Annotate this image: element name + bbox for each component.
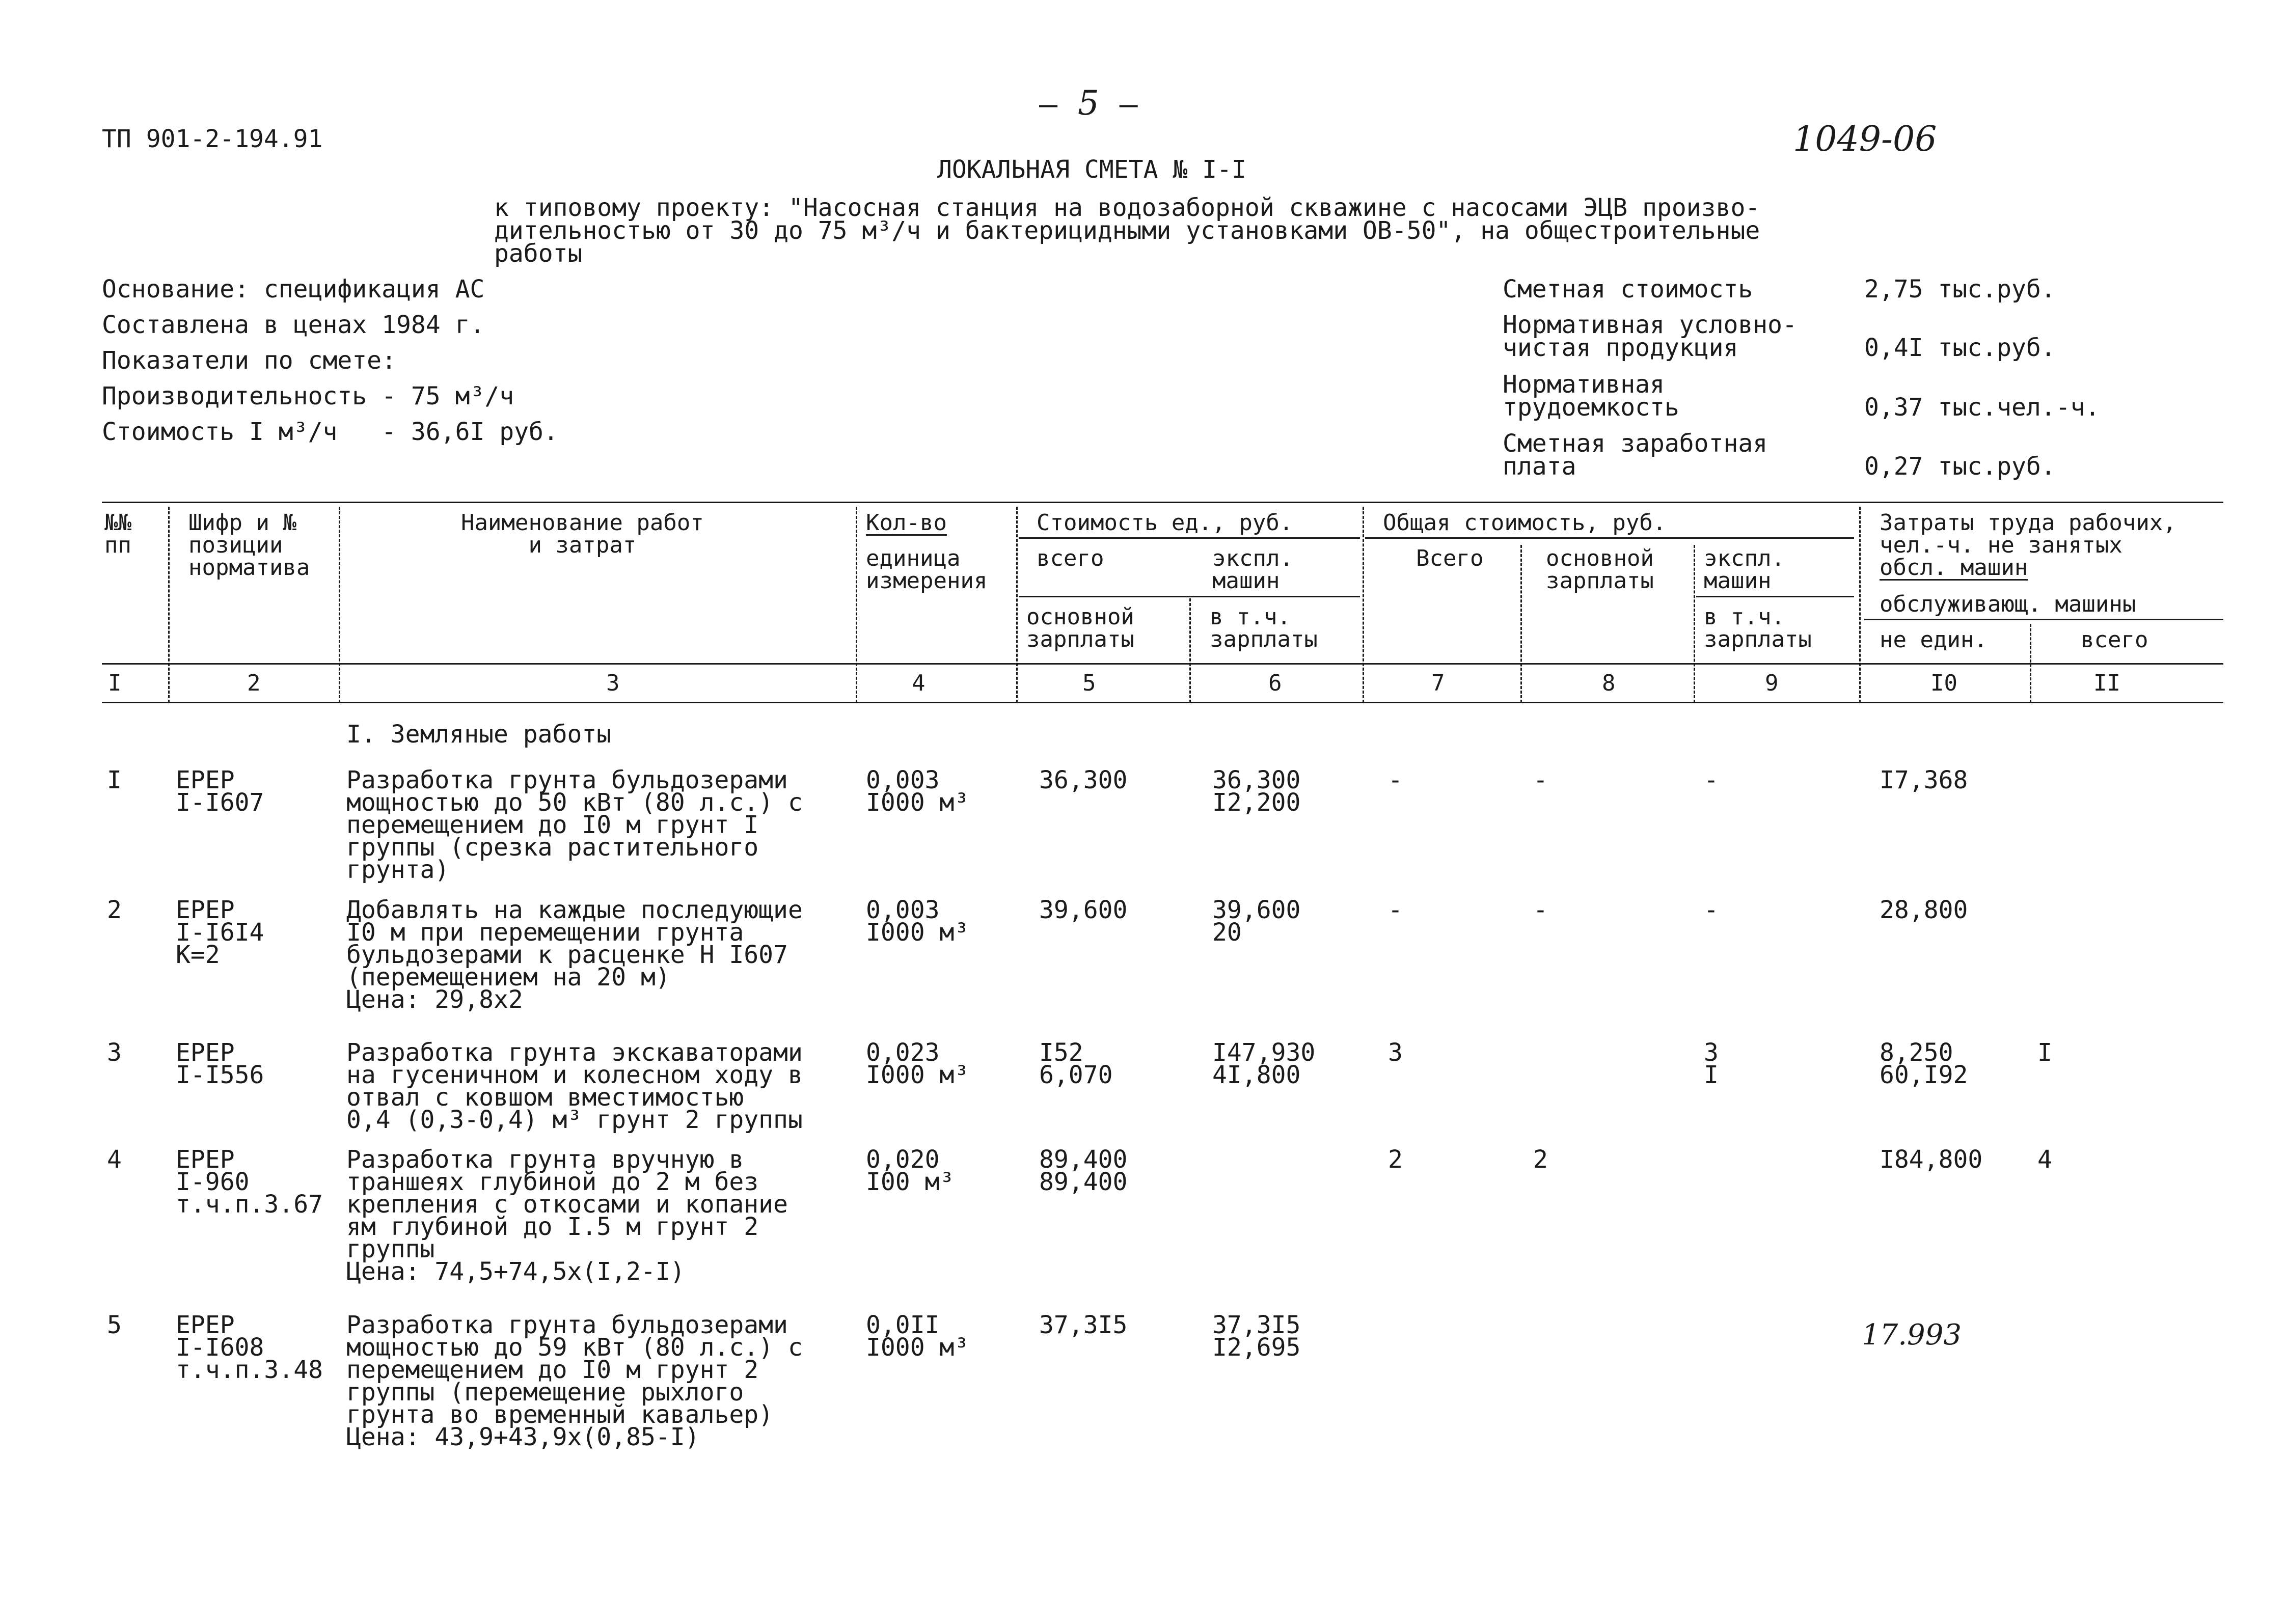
row-work-name: Разработка грунта вручную в траншеях глубиной до 2 м без крепления с откосами и копание ям глубиной до I.5 м грунт 2 группы Цена: 74,5+74,5x(I,2-I) bbox=[346, 1145, 788, 1286]
col-sep-9 bbox=[1859, 507, 1861, 703]
header-unit-cost: Стоимость ед., руб. bbox=[1037, 510, 1293, 536]
col-sep-7 bbox=[1520, 545, 1522, 703]
subtitle-line-2: дительностью от 30 до 75 м³/ч и бактерицидными установками ОВ-50", на общестроительные bbox=[494, 216, 1760, 245]
header-code: Шифр и № позиции норматива bbox=[188, 510, 310, 581]
total-cost-underline bbox=[1365, 537, 1854, 539]
column-number: I bbox=[108, 670, 122, 696]
row-total-all: 2 bbox=[1388, 1145, 1403, 1174]
summary-labor-label-2: трудоемкость bbox=[1503, 393, 1679, 422]
header-total-machines: экспл. машин bbox=[1704, 545, 1785, 594]
column-number: II bbox=[2093, 670, 2120, 696]
row-unit-machines: 37,3I5 I2,695 bbox=[1212, 1311, 1301, 1362]
header-unit-machine-wage: в т.ч. зарплаты bbox=[1210, 604, 1318, 652]
row-unit-total: I52 6,070 bbox=[1039, 1038, 1113, 1089]
column-number: 3 bbox=[606, 670, 620, 696]
header-row-number: №№ пп bbox=[104, 510, 131, 558]
row-total-machines: - bbox=[1704, 766, 1719, 794]
row-code: ЕРЕР I-I608 т.ч.п.3.48 bbox=[176, 1311, 323, 1384]
document-code: ТП 901-2-194.91 bbox=[102, 125, 323, 153]
subtitle-line-1: к типовому проекту: "Насосная станция на водозаборной скважине с насосами ЭЦВ произво- bbox=[494, 194, 1760, 222]
indicators-line: Показатели по смете: bbox=[102, 346, 396, 375]
summary-wage-value: 0,27 тыс.руб. bbox=[1864, 452, 2056, 481]
row-code: ЕРЕР I-I607 bbox=[176, 766, 264, 817]
header-total-cost: Общая стоимость, руб. bbox=[1383, 510, 1667, 536]
row-work-name: Разработка грунта экскаваторами на гусеничном и колесном ходу в отвал с ковшом вместимостью 0,4 (0,3-0,4) м³ грунт 2 группы bbox=[346, 1038, 803, 1134]
header-quantity: Кол-во bbox=[866, 510, 947, 536]
summary-product-label-1: Нормативная условно- bbox=[1503, 311, 1797, 339]
row-quantity: 0,020 I00 м³ bbox=[866, 1145, 955, 1196]
row-number: I bbox=[107, 766, 122, 794]
col-sep-1 bbox=[168, 507, 170, 703]
col-sep-10 bbox=[2030, 624, 2031, 703]
column-number: 6 bbox=[1268, 670, 1282, 696]
summary-labor-value: 0,37 тыс.чел.-ч. bbox=[1864, 393, 2100, 422]
section-title: I. Земляные работы bbox=[346, 720, 612, 749]
column-number: 2 bbox=[247, 670, 261, 696]
capacity-line: Производительность - 75 м³/ч bbox=[102, 382, 514, 410]
row-total-machines: - bbox=[1704, 896, 1719, 924]
row-unit-total: 39,600 bbox=[1039, 896, 1128, 924]
row-code: ЕРЕР I-960 т.ч.п.3.67 bbox=[176, 1145, 323, 1219]
row-total-all: - bbox=[1388, 896, 1403, 924]
row-number: 4 bbox=[107, 1145, 122, 1174]
header-unit-total: всего bbox=[1037, 545, 1104, 571]
column-number: 9 bbox=[1765, 670, 1779, 696]
column-number: 5 bbox=[1082, 670, 1096, 696]
column-number: I0 bbox=[1930, 670, 1957, 696]
row-work-name: Добавлять на каждые последующие I0 м при перемещении грунта бульдозерами к расценке Н I607 (перемещением на 20 м) Цена: 29,8x2 bbox=[346, 896, 803, 1014]
page-number: — 5 — bbox=[1039, 84, 1138, 123]
unit-cost-line: Стоимость I м³/ч - 36,6I руб. bbox=[102, 418, 558, 446]
summary-wage-label-1: Сметная заработная bbox=[1503, 429, 1768, 458]
header-unit-machines: экспл. машин bbox=[1212, 545, 1293, 594]
row-labor-total: 4 bbox=[2037, 1145, 2052, 1174]
row-total-wage: 2 bbox=[1533, 1145, 1548, 1174]
row-quantity: 0,003 I000 м³ bbox=[866, 766, 969, 817]
col-sep-5 bbox=[1189, 598, 1191, 703]
header-unit: единица измерения bbox=[866, 545, 988, 594]
price-year-line: Составлена в ценах 1984 г. bbox=[102, 311, 485, 339]
col-sep-3 bbox=[856, 507, 857, 703]
header-labor-total: всего bbox=[2081, 627, 2148, 653]
col-sep-4 bbox=[1016, 507, 1018, 703]
col-sep-8 bbox=[1694, 545, 1695, 703]
col-sep-2 bbox=[339, 507, 340, 703]
unit-cost-underline bbox=[1019, 537, 1360, 539]
row-work-name: Разработка грунта бульдозерами мощностью до 59 кВт (80 л.с.) с перемещением до I0 м грунт 2 группы (перемещение рыхлого грунта во временный кавальер) Цена: 43,9+43,9x(0,85-I) bbox=[346, 1311, 803, 1451]
header-unit-wage: основной зарплаты bbox=[1026, 604, 1134, 652]
header-labor-sub: обсл. машин bbox=[1880, 555, 2028, 581]
summary-labor-label-1: Нормативная bbox=[1503, 370, 1665, 399]
row-labor-total: I bbox=[2037, 1038, 2052, 1067]
summary-wage-label-2: плата bbox=[1503, 452, 1576, 481]
row-code: ЕРЕР I-I556 bbox=[176, 1038, 264, 1089]
header-total-wage: основной зарплаты bbox=[1546, 545, 1654, 594]
column-number: 8 bbox=[1602, 670, 1616, 696]
labor-mid-rule bbox=[1864, 619, 2223, 620]
summary-product-label-2: чистая продукция bbox=[1503, 334, 1738, 362]
row-code: ЕРЕР I-I6I4 К=2 bbox=[176, 896, 264, 969]
header-bottom-rule bbox=[102, 663, 2223, 665]
column-number: 4 bbox=[912, 670, 926, 696]
row-number: 3 bbox=[107, 1038, 122, 1067]
handwritten-reference: 1049-06 bbox=[1793, 119, 1937, 159]
row-total-machines: 3 I bbox=[1704, 1038, 1719, 1089]
row-labor-unit: 28,800 bbox=[1880, 896, 1968, 924]
header-total-all: Всего bbox=[1416, 545, 1484, 571]
header-labor-sub2: обслуживающ. машины bbox=[1880, 591, 2136, 617]
column-number-rule bbox=[102, 702, 2223, 703]
row-number: 5 bbox=[107, 1311, 122, 1339]
col-sep-6 bbox=[1363, 507, 1364, 703]
row-labor-unit: 8,250 60,I92 bbox=[1880, 1038, 1968, 1089]
table-top-rule bbox=[102, 502, 2223, 503]
summary-cost-label: Сметная стоимость bbox=[1503, 275, 1753, 304]
row-unit-total: 36,300 bbox=[1039, 766, 1128, 794]
column-number: 7 bbox=[1431, 670, 1445, 696]
header-total-machine-wage: в т.ч. зарплаты bbox=[1704, 604, 1812, 652]
row-quantity: 0,023 I000 м³ bbox=[866, 1038, 969, 1089]
row-unit-machines: 39,600 20 bbox=[1212, 896, 1301, 947]
header-labor-per-unit: не един. bbox=[1880, 627, 1988, 653]
subtitle-line-3: работы bbox=[494, 239, 583, 268]
header-work-name: Наименование работ и затрат bbox=[461, 510, 704, 558]
row-number: 2 bbox=[107, 896, 122, 924]
row-total-all: - bbox=[1388, 766, 1403, 794]
row-quantity: 0,0II I000 м³ bbox=[866, 1311, 969, 1362]
header-labor: Затраты труда рабочих, чел.-ч. не занятых bbox=[1880, 510, 2176, 558]
row-labor-unit: I84,800 bbox=[1880, 1145, 1983, 1174]
row-total-wage: - bbox=[1533, 896, 1548, 924]
row-unit-machines: 36,300 I2,200 bbox=[1212, 766, 1301, 817]
row-labor-unit: I7,368 bbox=[1880, 766, 1968, 794]
row-total-wage: - bbox=[1533, 766, 1548, 794]
row-unit-machines: I47,930 4I,800 bbox=[1212, 1038, 1316, 1089]
basis-line: Основание: спецификация АС bbox=[102, 275, 485, 304]
total-mach-mid-rule bbox=[1696, 596, 1854, 597]
summary-cost-value: 2,75 тыс.руб. bbox=[1864, 275, 2056, 304]
row-work-name: Разработка грунта бульдозерами мощностью до 50 кВт (80 л.с.) с перемещением до I0 м грунт I группы (срезка растительного грунта) bbox=[346, 766, 803, 884]
unit-cost-mid-rule bbox=[1019, 596, 1360, 597]
row-total-all: 3 bbox=[1388, 1038, 1403, 1067]
summary-product-value: 0,4I тыс.руб. bbox=[1864, 334, 2056, 362]
row-labor-unit: 17.993 bbox=[1862, 1318, 1962, 1352]
row-unit-total: 89,400 89,400 bbox=[1039, 1145, 1128, 1196]
estimate-title: ЛОКАЛЬНАЯ СМЕТА № I-I bbox=[937, 155, 1246, 184]
row-unit-total: 37,3I5 bbox=[1039, 1311, 1128, 1339]
row-quantity: 0,003 I000 м³ bbox=[866, 896, 969, 947]
